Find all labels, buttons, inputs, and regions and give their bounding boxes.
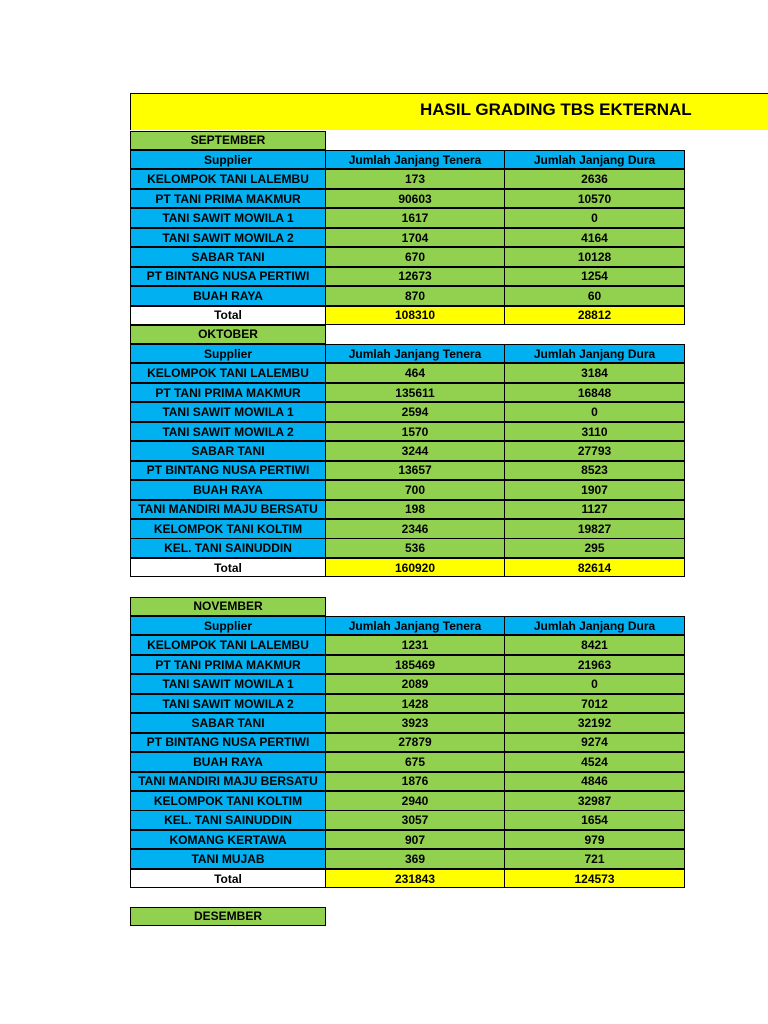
total-label-cell: Total [130, 306, 326, 326]
tenera-count-cell: 135611 [325, 383, 505, 403]
supplier-name-cell: BUAH RAYA [130, 286, 326, 306]
total-label-cell: Total [130, 869, 326, 889]
dura-count-cell: 979 [504, 830, 685, 850]
total-label-cell: Total [130, 558, 326, 578]
tenera-total-cell: 160920 [325, 558, 505, 578]
column-header-supplier: Supplier [130, 616, 326, 636]
dura-count-cell: 1127 [504, 500, 685, 520]
tenera-count-cell: 1428 [325, 694, 505, 714]
tenera-count-cell: 369 [325, 849, 505, 869]
report-title: HASIL GRADING TBS EKTERNAL [420, 100, 692, 119]
tenera-count-cell: 1617 [325, 208, 505, 228]
month-label: OKTOBER [130, 325, 326, 345]
tenera-count-cell: 1231 [325, 635, 505, 655]
supplier-name-cell: PT TANI PRIMA MAKMUR [130, 189, 326, 209]
dura-count-cell: 19827 [504, 519, 685, 539]
supplier-name-cell: KELOMPOK TANI LALEMBU [130, 363, 326, 383]
dura-count-cell: 9274 [504, 733, 685, 753]
tenera-count-cell: 3057 [325, 810, 505, 830]
column-header-supplier: Supplier [130, 344, 326, 364]
supplier-name-cell: KEL. TANI SAINUDDIN [130, 538, 326, 558]
supplier-name-cell: SABAR TANI [130, 247, 326, 267]
supplier-name-cell: PT TANI PRIMA MAKMUR [130, 655, 326, 675]
tenera-count-cell: 907 [325, 830, 505, 850]
dura-count-cell: 3184 [504, 363, 685, 383]
tenera-count-cell: 173 [325, 169, 505, 189]
supplier-name-cell: TANI SAWIT MOWILA 2 [130, 228, 326, 248]
month-label: DESEMBER [130, 907, 326, 927]
supplier-name-cell: PT BINTANG NUSA PERTIWI [130, 461, 326, 481]
tenera-count-cell: 670 [325, 247, 505, 267]
dura-total-cell: 82614 [504, 558, 685, 578]
dura-count-cell: 32987 [504, 791, 685, 811]
supplier-name-cell: KELOMPOK TANI KOLTIM [130, 791, 326, 811]
dura-count-cell: 16848 [504, 383, 685, 403]
dura-total-cell: 124573 [504, 869, 685, 889]
dura-count-cell: 1907 [504, 480, 685, 500]
dura-count-cell: 0 [504, 208, 685, 228]
supplier-name-cell: TANI SAWIT MOWILA 2 [130, 422, 326, 442]
dura-count-cell: 8421 [504, 635, 685, 655]
tenera-count-cell: 536 [325, 538, 505, 558]
supplier-name-cell: TANI SAWIT MOWILA 1 [130, 208, 326, 228]
dura-count-cell: 60 [504, 286, 685, 306]
dura-count-cell: 3110 [504, 422, 685, 442]
dura-count-cell: 0 [504, 674, 685, 694]
dura-count-cell: 0 [504, 402, 685, 422]
dura-count-cell: 10128 [504, 247, 685, 267]
dura-count-cell: 4524 [504, 752, 685, 772]
tenera-count-cell: 90603 [325, 189, 505, 209]
column-header-tenera: Jumlah Janjang Tenera [325, 344, 505, 364]
tenera-count-cell: 700 [325, 480, 505, 500]
tenera-total-cell: 231843 [325, 869, 505, 889]
tenera-count-cell: 1570 [325, 422, 505, 442]
supplier-name-cell: PT TANI PRIMA MAKMUR [130, 383, 326, 403]
dura-count-cell: 4846 [504, 772, 685, 792]
supplier-name-cell: PT BINTANG NUSA PERTIWI [130, 733, 326, 753]
report-title-bar [130, 93, 768, 130]
supplier-name-cell: KOMANG KERTAWA [130, 830, 326, 850]
tenera-count-cell: 3923 [325, 713, 505, 733]
month-label: SEPTEMBER [130, 131, 326, 151]
supplier-name-cell: TANI MANDIRI MAJU BERSATU [130, 500, 326, 520]
dura-total-cell: 28812 [504, 306, 685, 326]
month-label: NOVEMBER [130, 597, 326, 617]
tenera-count-cell: 2594 [325, 402, 505, 422]
supplier-name-cell: TANI MANDIRI MAJU BERSATU [130, 772, 326, 792]
column-header-tenera: Jumlah Janjang Tenera [325, 616, 505, 636]
dura-count-cell: 1654 [504, 810, 685, 830]
supplier-name-cell: TANI SAWIT MOWILA 2 [130, 694, 326, 714]
tenera-count-cell: 3244 [325, 441, 505, 461]
column-header-dura: Jumlah Janjang Dura [504, 150, 685, 170]
supplier-name-cell: KELOMPOK TANI LALEMBU [130, 169, 326, 189]
dura-count-cell: 2636 [504, 169, 685, 189]
tenera-count-cell: 1876 [325, 772, 505, 792]
tenera-count-cell: 2346 [325, 519, 505, 539]
dura-count-cell: 295 [504, 538, 685, 558]
supplier-name-cell: PT BINTANG NUSA PERTIWI [130, 267, 326, 287]
supplier-name-cell: KELOMPOK TANI LALEMBU [130, 635, 326, 655]
dura-count-cell: 1254 [504, 267, 685, 287]
dura-count-cell: 27793 [504, 441, 685, 461]
supplier-name-cell: TANI MUJAB [130, 849, 326, 869]
supplier-name-cell: BUAH RAYA [130, 752, 326, 772]
tenera-count-cell: 12673 [325, 267, 505, 287]
dura-count-cell: 4164 [504, 228, 685, 248]
column-header-tenera: Jumlah Janjang Tenera [325, 150, 505, 170]
dura-count-cell: 8523 [504, 461, 685, 481]
tenera-count-cell: 2089 [325, 674, 505, 694]
column-header-supplier: Supplier [130, 150, 326, 170]
tenera-count-cell: 2940 [325, 791, 505, 811]
supplier-name-cell: BUAH RAYA [130, 480, 326, 500]
supplier-name-cell: TANI SAWIT MOWILA 1 [130, 674, 326, 694]
supplier-name-cell: KELOMPOK TANI KOLTIM [130, 519, 326, 539]
tenera-count-cell: 1704 [325, 228, 505, 248]
supplier-name-cell: TANI SAWIT MOWILA 1 [130, 402, 326, 422]
tenera-total-cell: 108310 [325, 306, 505, 326]
dura-count-cell: 7012 [504, 694, 685, 714]
tenera-count-cell: 27879 [325, 733, 505, 753]
supplier-name-cell: SABAR TANI [130, 713, 326, 733]
tenera-count-cell: 675 [325, 752, 505, 772]
tenera-count-cell: 464 [325, 363, 505, 383]
dura-count-cell: 32192 [504, 713, 685, 733]
column-header-dura: Jumlah Janjang Dura [504, 616, 685, 636]
tenera-count-cell: 185469 [325, 655, 505, 675]
tenera-count-cell: 13657 [325, 461, 505, 481]
tenera-count-cell: 198 [325, 500, 505, 520]
supplier-name-cell: KEL. TANI SAINUDDIN [130, 810, 326, 830]
dura-count-cell: 10570 [504, 189, 685, 209]
dura-count-cell: 721 [504, 849, 685, 869]
dura-count-cell: 21963 [504, 655, 685, 675]
tenera-count-cell: 870 [325, 286, 505, 306]
supplier-name-cell: SABAR TANI [130, 441, 326, 461]
column-header-dura: Jumlah Janjang Dura [504, 344, 685, 364]
